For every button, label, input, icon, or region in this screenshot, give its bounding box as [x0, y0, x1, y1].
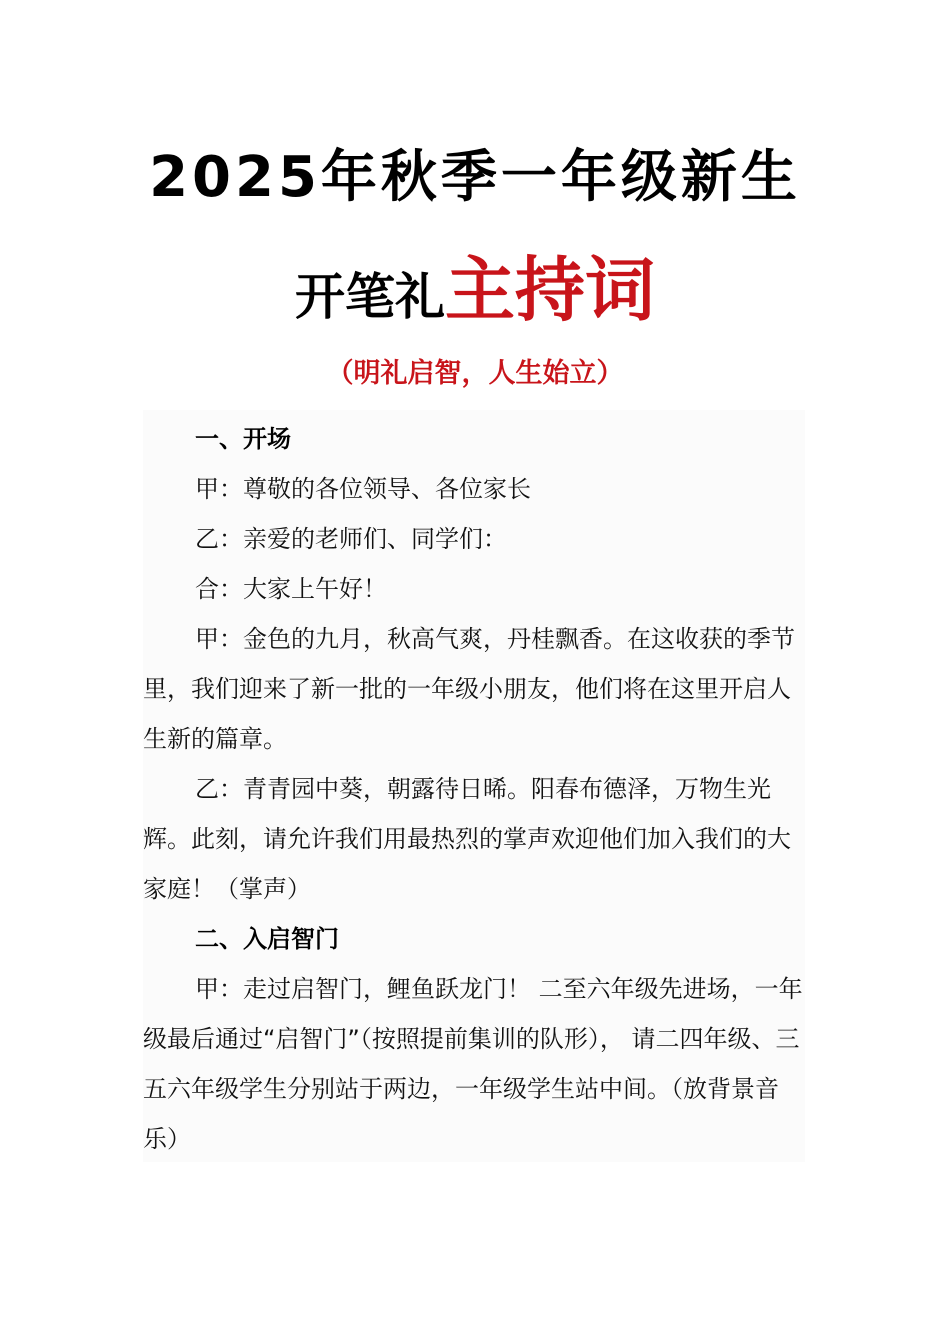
- dialogue-line: 乙：青青园中葵，朝露待日晞。阳春布德泽，万物生光辉。此刻，请允许我们用最热烈的掌声欢迎他们加入我们的大家庭！（掌声）: [143, 775, 791, 903]
- title-line-1: 2025年秋季一年级新生: [149, 145, 801, 210]
- title-line-2: [0, 248, 950, 351]
- title-prefix: 开笔礼: [295, 268, 445, 326]
- dialogue-line: 甲：走过启智门，鲤鱼跃龙门！ 二至六年级先进场，一年级最后通过“启智门”（按照提前集训的队形）， 请二四年级、三五六年级学生分别站于两边，一年级学生站中间。（放背景音乐）: [143, 975, 803, 1153]
- dialogue-line: 甲：金色的九月，秋高气爽，丹桂飘香。在这收获的季节里，我们迎来了新一批的一年级小朋友，他们将在这里开启人生新的篇章。: [143, 625, 795, 753]
- dialogue-line: 合：大家上午好！: [195, 575, 387, 603]
- title-accent: 主持词: [445, 249, 655, 331]
- dialogue-line: 甲：尊敬的各位领导、各位家长: [195, 475, 531, 503]
- script-body: [143, 410, 805, 1162]
- subtitle: （明礼启智，人生始立）: [326, 358, 624, 389]
- section-heading: 一、开场: [195, 425, 291, 453]
- dialogue-line: 乙：亲爱的老师们、同学们：: [195, 525, 507, 553]
- section-heading: 二、入启智门: [195, 925, 339, 953]
